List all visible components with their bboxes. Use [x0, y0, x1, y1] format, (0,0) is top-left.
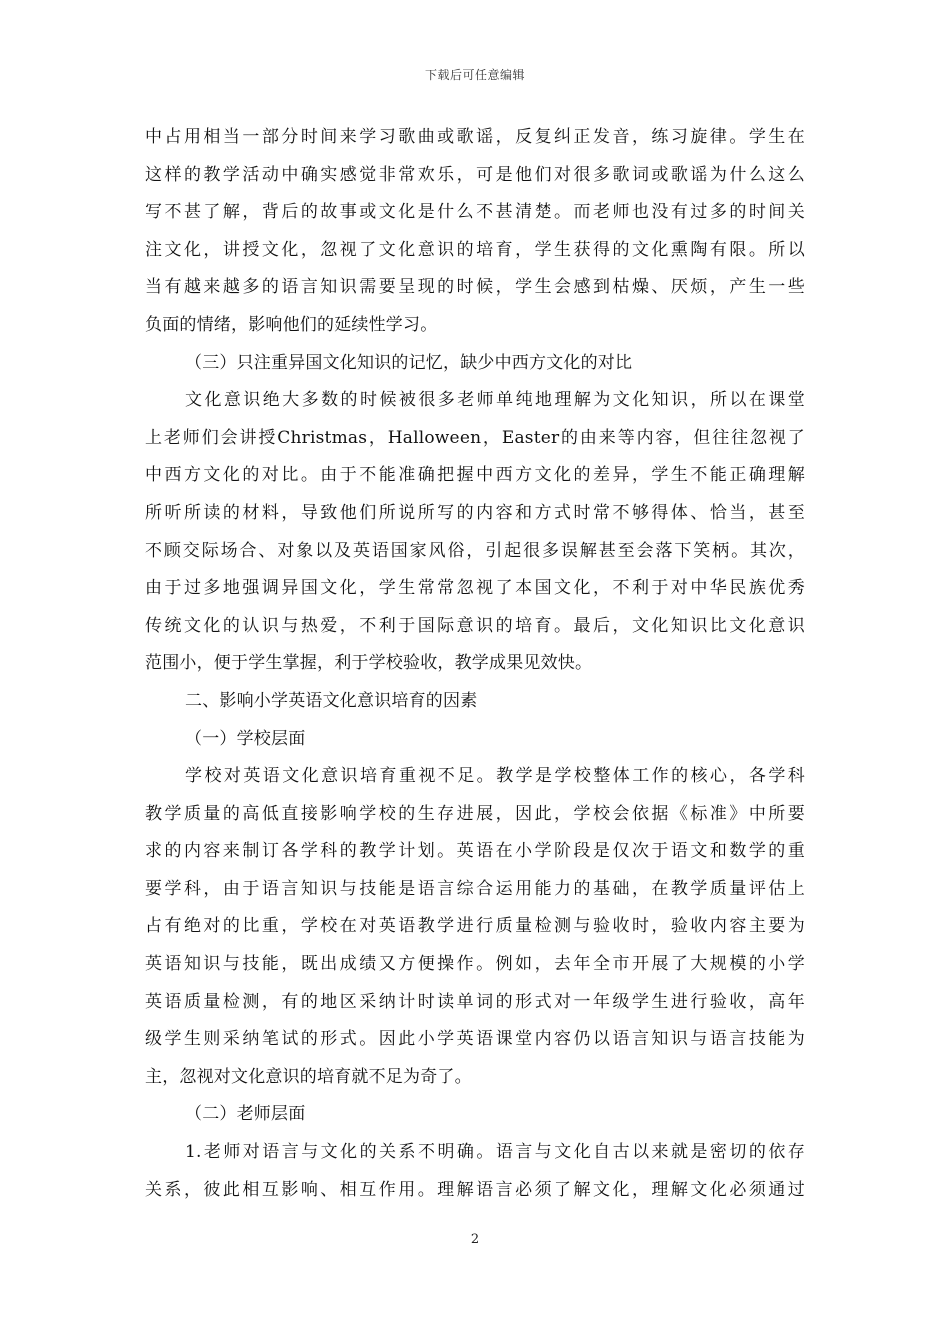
text-line: 1.老师对语言与文化的关系不明确。语言与文化自古以来就是密切的依存	[185, 1142, 805, 1163]
text-line: 级学生则采纳笔试的形式。因此小学英语课堂内容仍以语言知识与语言技能为	[145, 1029, 805, 1050]
text-line: 教学质量的高低直接影响学校的生存进展，因此，学校会依据《标准》中所要	[145, 803, 805, 824]
text-line: 中占用相当一部分时间来学习歌曲或歌谣，反复纠正发音，练习旋律。学生在	[145, 127, 805, 147]
text-line: 要学科，由于语言知识与技能是语言综合运用能力的基础，在教学质量评估上	[145, 878, 805, 899]
page-header: 下载后可任意编辑	[424, 68, 525, 82]
document-body	[145, 119, 805, 1209]
section-heading: 二、影响小学英语文化意识培育的因素	[185, 690, 478, 711]
text-line: 这样的教学活动中确实感觉非常欢乐，可是他们对很多歌词或歌谣为什么这么	[145, 164, 805, 185]
text-line: 关系，彼此相互影响、相互作用。理解语言必须了解文化，理解文化必须通过	[145, 1179, 805, 1200]
subsection-heading: （一）学校层面	[185, 728, 306, 749]
text-line: 由于过多地强调异国文化，学生常常忽视了本国文化，不利于对中华民族优秀	[145, 578, 805, 599]
text-line: 上老师们会讲授Christmas，Halloween，Easter的由来等内容，但往往忽视了	[145, 427, 805, 448]
text-line: 英语质量检测，有的地区采纳计时读单词的形式对一年级学生进行验收，高年	[145, 991, 805, 1012]
text-line: 文化意识绝大多数的时候被很多老师单纯地理解为文化知识，所以在课堂	[185, 390, 805, 411]
subsection-heading: （二）老师层面	[185, 1104, 306, 1125]
text-line: 当有越来越多的语言知识需要呈现的时候，学生会感到枯燥、厌烦，产生一些	[145, 277, 805, 298]
text-line: 学校对英语文化意识培育重视不足。教学是学校整体工作的核心，各学科	[185, 766, 805, 787]
text-line: 写不甚了解，背后的故事或文化是什么不甚清楚。而老师也没有过多的时间关	[145, 202, 805, 223]
text-line: 传统文化的认识与热爱，不利于国际意识的培育。最后，文化知识比文化意识	[145, 615, 805, 636]
section-heading: （三）只注重异国文化知识的记忆，缺少中西方文化的对比	[185, 352, 633, 373]
text-line: 占有绝对的比重，学校在对英语教学进行质量检测与验收时，验收内容主要为	[145, 916, 805, 937]
page-number: 2	[470, 1232, 480, 1247]
text-line: 英语知识与技能，既出成绩又方便操作。例如，去年全市开展了大规模的小学	[145, 954, 805, 975]
text-line: 中西方文化的对比。由于不能准确把握中西方文化的差异，学生不能正确理解	[145, 465, 805, 486]
text-line: 注文化，讲授文化，忽视了文化意识的培育，学生获得的文化熏陶有限。所以	[145, 239, 805, 260]
text-line: 范围小，便于学生掌握，利于学校验收，教学成果见效快。	[145, 653, 593, 674]
text-line: 主，忽视对文化意识的培育就不足为奇了。	[145, 1066, 472, 1087]
text-line: 负面的情绪，影响他们的延续性学习。	[145, 314, 438, 335]
text-line: 所听所读的材料，导致他们所说所写的内容和方式时常不够得体、恰当，甚至	[145, 502, 805, 523]
text-line: 求的内容来制订各学科的教学计划。英语在小学阶段是仅次于语文和数学的重	[145, 841, 805, 862]
text-line: 不顾交际场合、对象以及英语国家风俗，引起很多误解甚至会落下笑柄。其次，	[145, 540, 805, 561]
